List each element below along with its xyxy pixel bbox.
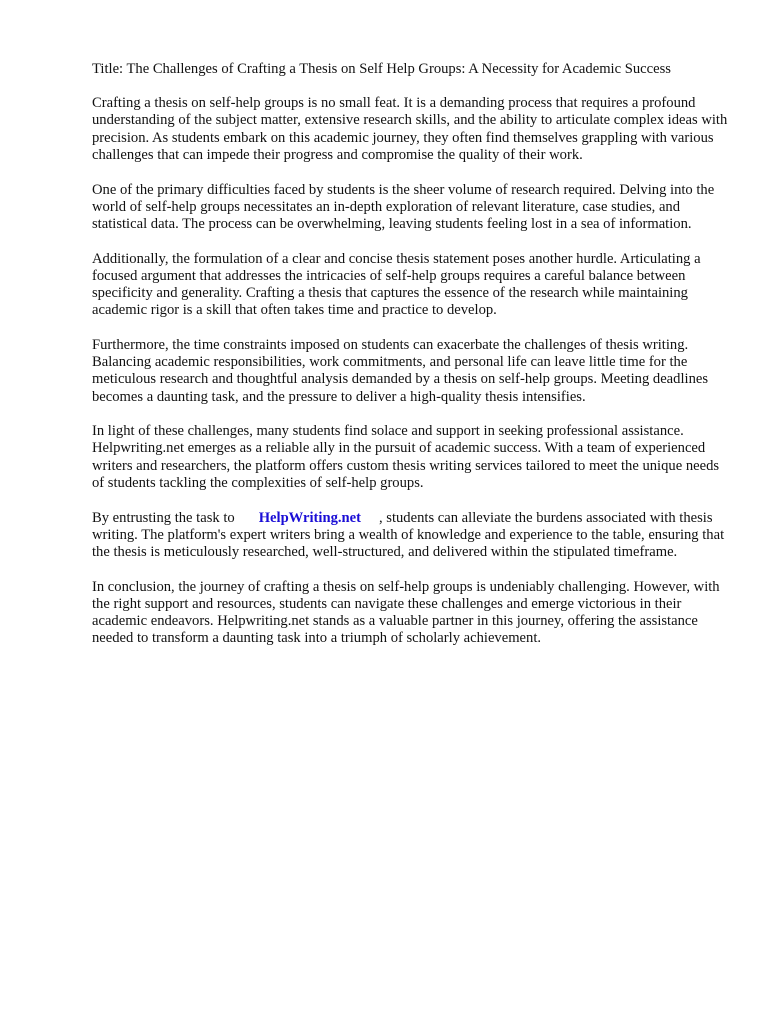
paragraph-entrusting: [92, 510, 728, 562]
entrusting-text-after: , students can alleviate the burdens associated with thesis writing. The platform's expert writers bring a wealth of knowledge and experience to the table, ensuring that the thesis is meticulously researched, well-structured, and delivered within the stipulated timeframe.: [92, 509, 725, 560]
paragraph-intro: Crafting a thesis on self-help groups is no small feat. It is a demanding process that requires a profound understanding of the subject matter, extensive research skills, and the ability to articulate complex ideas with precision. As students embark on this academic journey, they often find themselves grappling with various challenges that can impede their progress and compromise the quality of their work.: [92, 95, 728, 163]
paragraph-research-volume: One of the primary difficulties faced by students is the sheer volume of research required. Delving into the world of self-help groups necessitates an in-depth exploration of relevant literature, case studies, and statistical data. The process can be overwhelming, leaving students feeling lost in a sea of information.: [92, 181, 715, 232]
entrusting-text-before: By entrusting the task to: [92, 509, 235, 526]
paragraph-time-constraints: Furthermore, the time constraints imposed on students can exacerbate the challenges of thesis writing. Balancing academic responsibilities, work commitments, and personal life can leave little time for the meticulous research and thoughtful analysis demanded by a thesis on self-help groups. Meeting deadlines becomes a daunting task, and the pressure to deliver a high-quality thesis intensifies.: [92, 336, 709, 405]
document-title: Title: The Challenges of Crafting a Thesis on Self Help Groups: A Necessity for Academic Success: [92, 61, 671, 77]
paragraph-professional-assistance: In light of these challenges, many students find solace and support in seeking professional assistance. Helpwriting.net emerges as a reliable ally in the pursuit of academic success. With a team of experienced writers and researchers, the platform offers custom thesis writing services tailored to meet the unique needs of students tackling the complexities of self-help groups.: [92, 423, 720, 491]
document-body: [92, 61, 728, 665]
paragraph-conclusion: In conclusion, the journey of crafting a thesis on self-help groups is undeniably challenging. However, with the right support and resources, students can navigate these challenges and emerge victorious in their academic endeavors. Helpwriting.net stands as a valuable partner in this journey, offering the assistance needed to transform a daunting task into a triumph of scholarly achievement.: [92, 578, 720, 647]
helpwriting-link[interactable]: HelpWriting.net: [258, 509, 361, 526]
paragraph-thesis-statement: Additionally, the formulation of a clear and concise thesis statement poses another hurdle. Articulating a focused argument that addresses the intricacies of self-help groups requires a careful balance between specificity and generality. Crafting a thesis that captures the essence of the research while maintaining academic rigor is a skill that often takes time and practice to develop.: [92, 250, 701, 319]
